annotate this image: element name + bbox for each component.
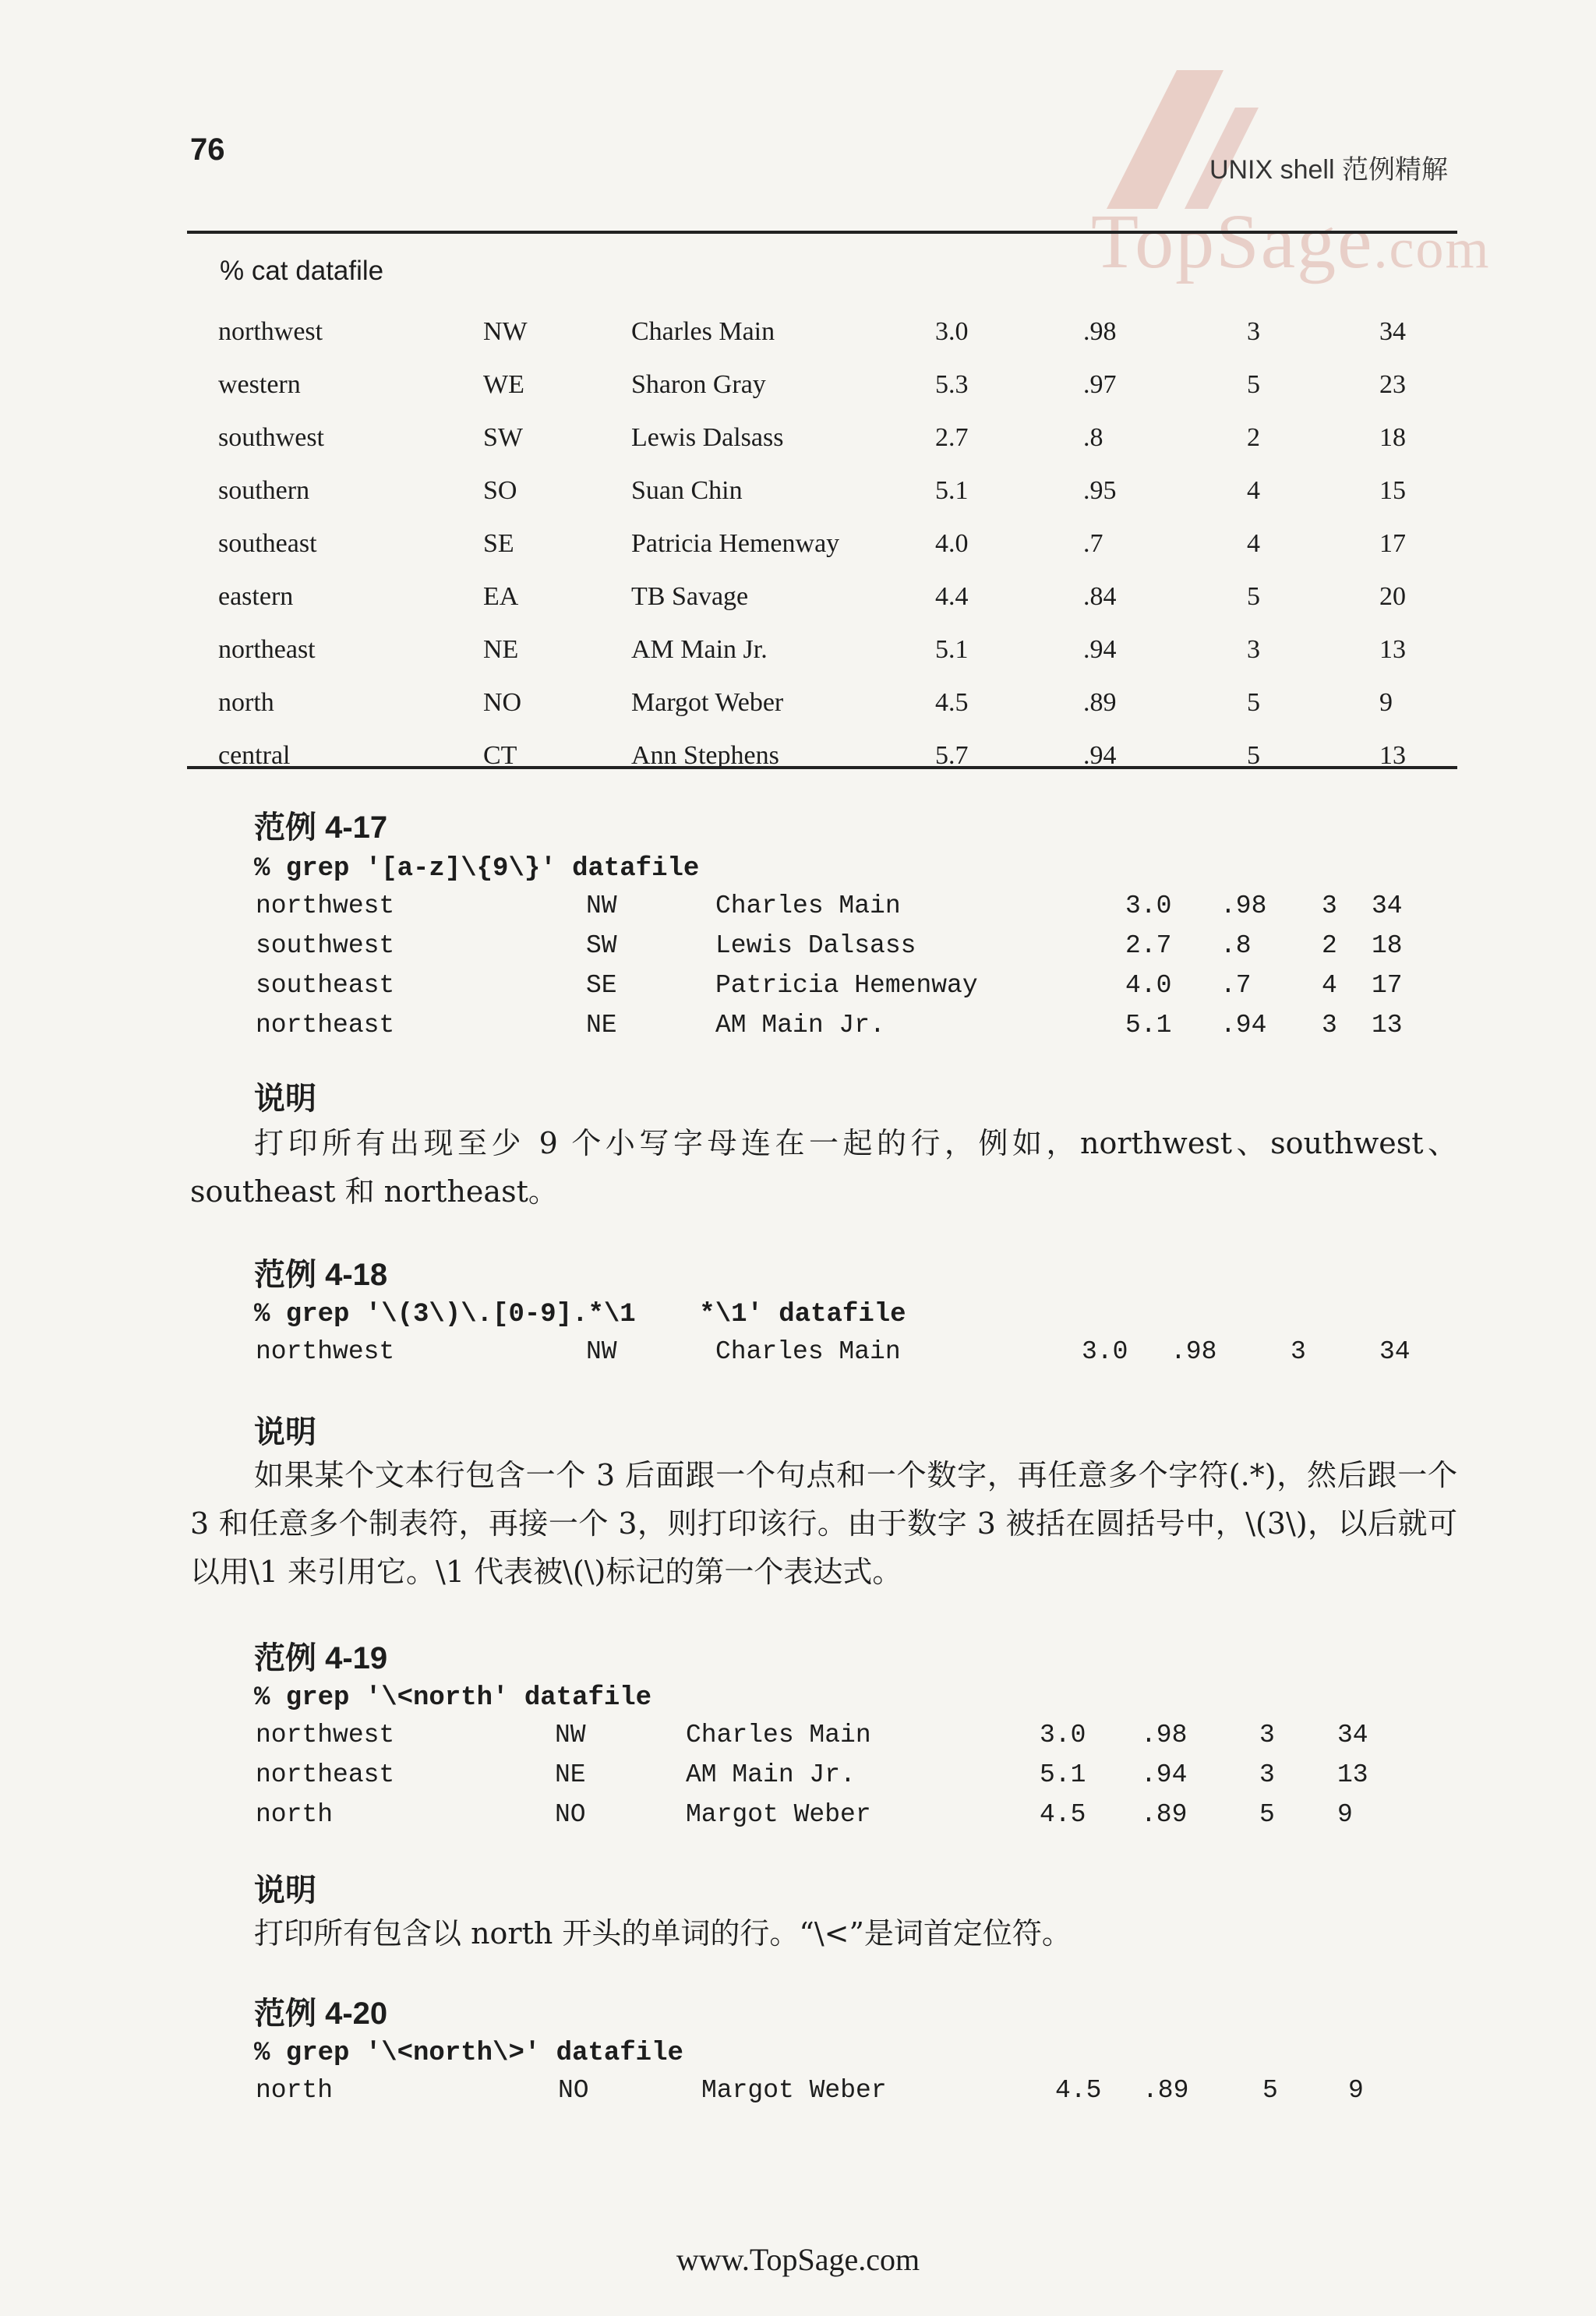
output-cell: 4: [1322, 971, 1337, 1000]
output-cell: 34: [1372, 891, 1403, 920]
output-cell: 3.0: [1125, 891, 1172, 920]
output-cell: 5: [1262, 2076, 1278, 2105]
example-command: % grep '\<north\>' datafile: [254, 2039, 683, 2068]
table-cell: 5.3: [935, 370, 969, 399]
table-cell: 5: [1247, 582, 1260, 611]
output-cell: .94: [1141, 1760, 1188, 1789]
explanation-label: 说明: [254, 1081, 316, 1117]
output-cell: Margot Weber: [701, 2076, 887, 2105]
table-cell: southwest: [218, 423, 324, 452]
output-cell: 9: [1337, 1800, 1353, 1829]
table-cell: southern: [218, 476, 310, 505]
output-cell: Lewis Dalsass: [715, 931, 916, 960]
table-row: [218, 729, 1434, 782]
table-cell: 3.0: [935, 317, 969, 346]
table-cell: 5.1: [935, 476, 969, 505]
table-cell: Ann Stephens: [631, 741, 779, 770]
output-cell: AM Main Jr.: [686, 1760, 856, 1789]
output-cell: Charles Main: [715, 1337, 901, 1366]
table-cell: 3: [1247, 635, 1260, 664]
table-cell: 5: [1247, 688, 1260, 717]
table-cell: 23: [1379, 370, 1406, 399]
table-cell: 4: [1247, 476, 1260, 505]
table-cell: 5: [1247, 741, 1260, 770]
footer-url: www.TopSage.com: [676, 2242, 920, 2277]
output-cell: NO: [555, 1800, 586, 1829]
output-cell: .98: [1220, 891, 1267, 920]
explanation-text: 打印所有包含以 north 开头的单词的行。“\<”是词首定位符。: [254, 1916, 1072, 1951]
watermark-site-text: TopSage.com: [1091, 198, 1491, 284]
table-cell: 5.7: [935, 741, 969, 770]
table-cell: northwest: [218, 317, 323, 346]
output-cell: Charles Main: [686, 1721, 871, 1749]
output-cell: 34: [1337, 1721, 1368, 1749]
output-cell: 5: [1259, 1800, 1275, 1829]
table-row: [218, 464, 1434, 517]
output-cell: NE: [555, 1760, 586, 1789]
table-cell: 15: [1379, 476, 1406, 505]
output-cell: NW: [555, 1721, 586, 1749]
table-cell: .94: [1083, 741, 1117, 770]
table-cell: SO: [483, 476, 517, 505]
table-row: [218, 411, 1434, 464]
output-cell: 3: [1259, 1760, 1275, 1789]
table-cell: SE: [483, 529, 514, 558]
output-cell: 3: [1322, 891, 1337, 920]
table-cell: .89: [1083, 688, 1117, 717]
table-cell: eastern: [218, 582, 294, 611]
cat-command: % cat datafile: [220, 256, 384, 286]
output-cell: northwest: [256, 1721, 395, 1749]
table-cell: 3: [1247, 317, 1260, 346]
table-cell: central: [218, 741, 291, 770]
output-cell: 3: [1291, 1337, 1306, 1366]
output-cell: NE: [586, 1011, 617, 1040]
example-command: % grep '[a-z]\{9\}' datafile: [254, 854, 700, 884]
explanation-text: 打印所有出现至少 9 个小写字母连在一起的行，例如，northwest、southwest、southeast 和 northeast。: [190, 1126, 1457, 1209]
table-cell: SW: [483, 423, 523, 452]
top-rule: [187, 231, 1457, 234]
table-cell: EA: [483, 582, 519, 611]
output-cell: 4.5: [1040, 1800, 1086, 1829]
table-cell: .95: [1083, 476, 1117, 505]
table-row: [218, 623, 1434, 676]
page-number: 76: [190, 132, 225, 167]
table-cell: southeast: [218, 529, 317, 558]
table-cell: 4: [1247, 529, 1260, 558]
table-cell: .98: [1083, 317, 1117, 346]
table-cell: 34: [1379, 317, 1406, 346]
output-cell: north: [256, 1800, 334, 1829]
output-cell: northeast: [256, 1011, 395, 1040]
table-cell: 9: [1379, 688, 1393, 717]
output-cell: northwest: [256, 891, 395, 920]
output-cell: NO: [558, 2076, 589, 2105]
table-cell: 2.7: [935, 423, 969, 452]
table-cell: 2: [1247, 423, 1260, 452]
table-row: [218, 358, 1434, 411]
book-title: UNIX shell 范例精解: [1209, 155, 1448, 185]
output-cell: 13: [1372, 1011, 1403, 1040]
output-cell: SW: [586, 931, 617, 960]
output-cell: 34: [1379, 1337, 1411, 1366]
output-cell: north: [256, 2076, 334, 2105]
output-cell: NW: [586, 1337, 617, 1366]
table-cell: 5: [1247, 370, 1260, 399]
table-cell: AM Main Jr.: [631, 635, 768, 664]
table-row: [218, 305, 1434, 358]
example-command: % grep '\(3\)\.[0-9].*\1 *\1' datafile: [254, 1300, 906, 1329]
table-cell: .94: [1083, 635, 1117, 664]
example-title: 范例 4-17: [254, 810, 388, 845]
output-cell: Margot Weber: [686, 1800, 871, 1829]
output-cell: .98: [1171, 1337, 1217, 1366]
table-cell: 13: [1379, 741, 1406, 770]
table-cell: Margot Weber: [631, 688, 784, 717]
table-cell: 4.0: [935, 529, 969, 558]
example-command: % grep '\<north' datafile: [254, 1683, 652, 1713]
datafile-table: [218, 305, 1434, 782]
table-cell: .97: [1083, 370, 1117, 399]
output-cell: southwest: [256, 931, 395, 960]
table-cell: 13: [1379, 635, 1406, 664]
table-cell: TB Savage: [631, 582, 749, 611]
table-cell: CT: [483, 741, 517, 770]
table-cell: NE: [483, 635, 519, 664]
output-cell: .7: [1220, 971, 1252, 1000]
output-cell: .8: [1220, 931, 1252, 960]
example-title: 范例 4-19: [254, 1641, 388, 1675]
table-cell: Charles Main: [631, 317, 775, 346]
table-cell: 4.5: [935, 688, 969, 717]
output-cell: 3: [1259, 1721, 1275, 1749]
output-cell: AM Main Jr.: [715, 1011, 885, 1040]
table-cell: western: [218, 370, 301, 399]
table-cell: 18: [1379, 423, 1406, 452]
table-cell: WE: [483, 370, 524, 399]
table-cell: 20: [1379, 582, 1406, 611]
output-cell: 4.5: [1055, 2076, 1102, 2105]
table-cell: Lewis Dalsass: [631, 423, 784, 452]
explanation-text: 如果某个文本行包含一个 3 后面跟一个句点和一个数字，再任意多个字符(.*)，然后跟一个 3 和任意多个制表符，再接一个 3，则打印该行。由于数字 3 被括在圆括号中，\(3\)，以后就可以用\1 来引用它。\1 代表被\(\)标记的第一个表达式。: [190, 1458, 1457, 1589]
output-cell: 2.7: [1125, 931, 1172, 960]
output-cell: Charles Main: [715, 891, 901, 920]
output-cell: 4.0: [1125, 971, 1172, 1000]
table-cell: NW: [483, 317, 528, 346]
output-cell: 2: [1322, 931, 1337, 960]
output-cell: 13: [1337, 1760, 1368, 1789]
output-cell: 9: [1348, 2076, 1364, 2105]
table-cell: 4.4: [935, 582, 969, 611]
output-cell: .94: [1220, 1011, 1267, 1040]
table-cell: Sharon Gray: [631, 370, 766, 399]
output-cell: 3.0: [1082, 1337, 1128, 1366]
output-cell: NW: [586, 891, 617, 920]
example-title: 范例 4-18: [254, 1258, 388, 1292]
example-title: 范例 4-20: [254, 1996, 388, 2031]
output-cell: 17: [1372, 971, 1403, 1000]
output-cell: 18: [1372, 931, 1403, 960]
table-cell: Suan Chin: [631, 476, 743, 505]
explanation-label: 说明: [254, 1414, 316, 1450]
output-cell: southeast: [256, 971, 395, 1000]
table-cell: 17: [1379, 529, 1406, 558]
table-row: [218, 517, 1434, 570]
table-cell: 5.1: [935, 635, 969, 664]
bottom-rule: [187, 766, 1457, 769]
table-cell: northeast: [218, 635, 316, 664]
table-cell: .84: [1083, 582, 1117, 611]
output-cell: .98: [1141, 1721, 1188, 1749]
output-cell: 5.1: [1125, 1011, 1172, 1040]
output-cell: SE: [586, 971, 617, 1000]
table-cell: NO: [483, 688, 522, 717]
output-cell: 5.1: [1040, 1760, 1086, 1789]
explanation-label: 说明: [254, 1873, 316, 1908]
table-cell: .8: [1083, 423, 1103, 452]
table-row: [218, 570, 1434, 623]
table-cell: north: [218, 688, 274, 717]
output-cell: northwest: [256, 1337, 395, 1366]
table-cell: .7: [1083, 529, 1103, 558]
output-cell: Patricia Hemenway: [715, 971, 978, 1000]
output-cell: 3: [1322, 1011, 1337, 1040]
output-cell: 3.0: [1040, 1721, 1086, 1749]
table-row: [218, 676, 1434, 729]
output-cell: .89: [1142, 2076, 1189, 2105]
output-cell: .89: [1141, 1800, 1188, 1829]
table-cell: Patricia Hemenway: [631, 529, 840, 558]
output-cell: northeast: [256, 1760, 395, 1789]
